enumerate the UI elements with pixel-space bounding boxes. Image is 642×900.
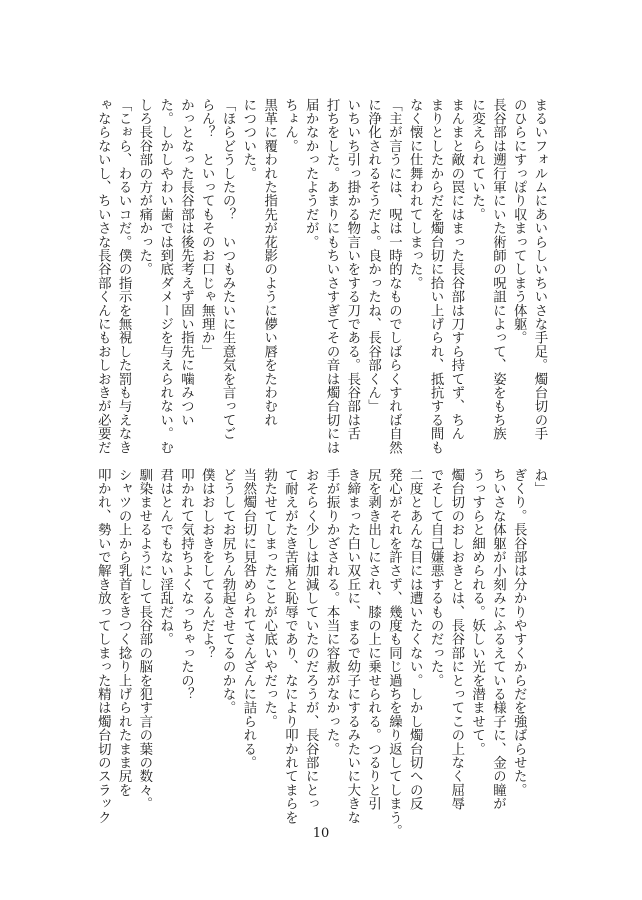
page-number: 10	[312, 826, 330, 841]
text-line: 二度とあんな目には遭いたくない。しかし燭台切への反	[407, 468, 423, 811]
text-line: 長谷部は遡行軍にいた術師の呪詛によって、姿をもち族	[490, 98, 506, 441]
text-line: いちいち引っ掛かる物言いをする刀である。長谷部は舌	[344, 98, 360, 441]
text-line: 尻を剥き出しにされ、膝の上に乗せられる。つるりと引	[365, 468, 381, 811]
text-line: どうしてお尻ちん勃起させてるのかな。	[220, 468, 236, 715]
text-line: た。しかしやわい歯では到底ダメージを与えられない。む	[157, 98, 173, 455]
text-line: 燭台切のおしおきとは、長谷部にとってこの上なく屈辱	[448, 468, 464, 811]
text-line: ぎくり。長谷部は分かりやすくからだを強ばらせた。	[511, 468, 527, 797]
text-line: ね」	[532, 468, 547, 496]
text-line: まるいフォルムにあいらしいちいさな手足。燭台切の手	[532, 98, 547, 441]
text-line: 叩かれ、勢いで解き放ってしまった精は燭台切のスラック	[95, 468, 111, 825]
text-line: 当然燭台切に見咎められてさんざんに詰られる。	[240, 468, 256, 770]
text-line: に変えられていた。	[469, 98, 485, 222]
text-line: 勃たせてしまったことが心底いやだった。	[261, 468, 277, 729]
text-line: うっすらと細められる。妖しい光を潜ませて。	[469, 468, 485, 756]
text-line: シャツの上から乳首をきつく捻り上げられたまま尻を	[116, 468, 132, 797]
text-line: まんまと敵の罠にはまった長谷部は刀すら持てず、ちん	[448, 98, 464, 441]
text-line: でそして自己嫌悪するものだった。	[428, 468, 444, 688]
text-line: ちょん。	[282, 98, 298, 153]
text-line: 馴染ませるようにして長谷部の脳を犯す言の葉の数々。	[136, 468, 152, 811]
text-line: 届かなかったようだが。	[303, 98, 319, 249]
text-line: に浄化されるそうだよ。良かったね、長谷部くん」	[365, 98, 381, 414]
text-line: 僕はおしおきをしてるんだよ？	[199, 468, 215, 660]
text-line: まりとしたからだを燭台切に拾い上げられ、抵抗する間も	[428, 98, 444, 455]
text-line: 「ほらどうしたの？ いつもみたいに生意気を言ってご	[220, 98, 236, 441]
text-line: て耐えがたき苦痛と恥辱であり、なにより叩かれてまらを	[282, 468, 298, 825]
text-line: 叩かれて気持ちよくなっちゃったの？	[178, 468, 194, 701]
text-line: らん？ といってもそのお口じゃ無理か」	[199, 98, 215, 359]
text-line: 「主が言うには、呪は一時的なものでしばらくすれば自然	[386, 98, 402, 455]
text-line: おそらく少しは加減していたのだろうが、長谷部にとっ	[303, 468, 319, 811]
text-line: かっとなった長谷部は後先考えず固い指先に噛みつい	[178, 98, 194, 427]
text-line: 黒革に覆われた指先が花影のように儚い唇をたわむれ	[261, 98, 277, 427]
text-line: のひらにすっぽり収まってしまう体躯。	[511, 98, 527, 345]
text-line: 手が振りかざされる。本当に容赦がなかった。	[324, 468, 340, 756]
text-line: き締まった白い双丘に、まるで幼子にするみたいに大きな	[344, 468, 360, 825]
text-line: ゃならないし、ちいさな長谷部くんにもおしおきが必要だ	[95, 98, 111, 455]
upper-text-block	[91, 98, 549, 478]
text-line: しろ長谷部の方が痛かった。	[136, 98, 152, 277]
text-line: 「こぉら、わるいコだ。僕の指示を無視した罰も与えなき	[116, 98, 132, 455]
text-line: なく懐に仕舞われてしまった。	[407, 98, 423, 290]
lower-text-block	[91, 468, 549, 848]
text-line: ちいさな体躯が小刻みにふるえている様子に、金の瞳が	[490, 468, 506, 811]
text-line: につついた。	[240, 98, 256, 181]
text-line: 君はとんでもない淫乱だね。	[157, 468, 173, 647]
text-line: 打ちをした。あまりにもちいさすぎてその音は燭台切には	[324, 98, 340, 455]
text-line: 発心がそれを許さず、幾度も同じ過ちを繰り返してしまう。	[386, 468, 402, 838]
